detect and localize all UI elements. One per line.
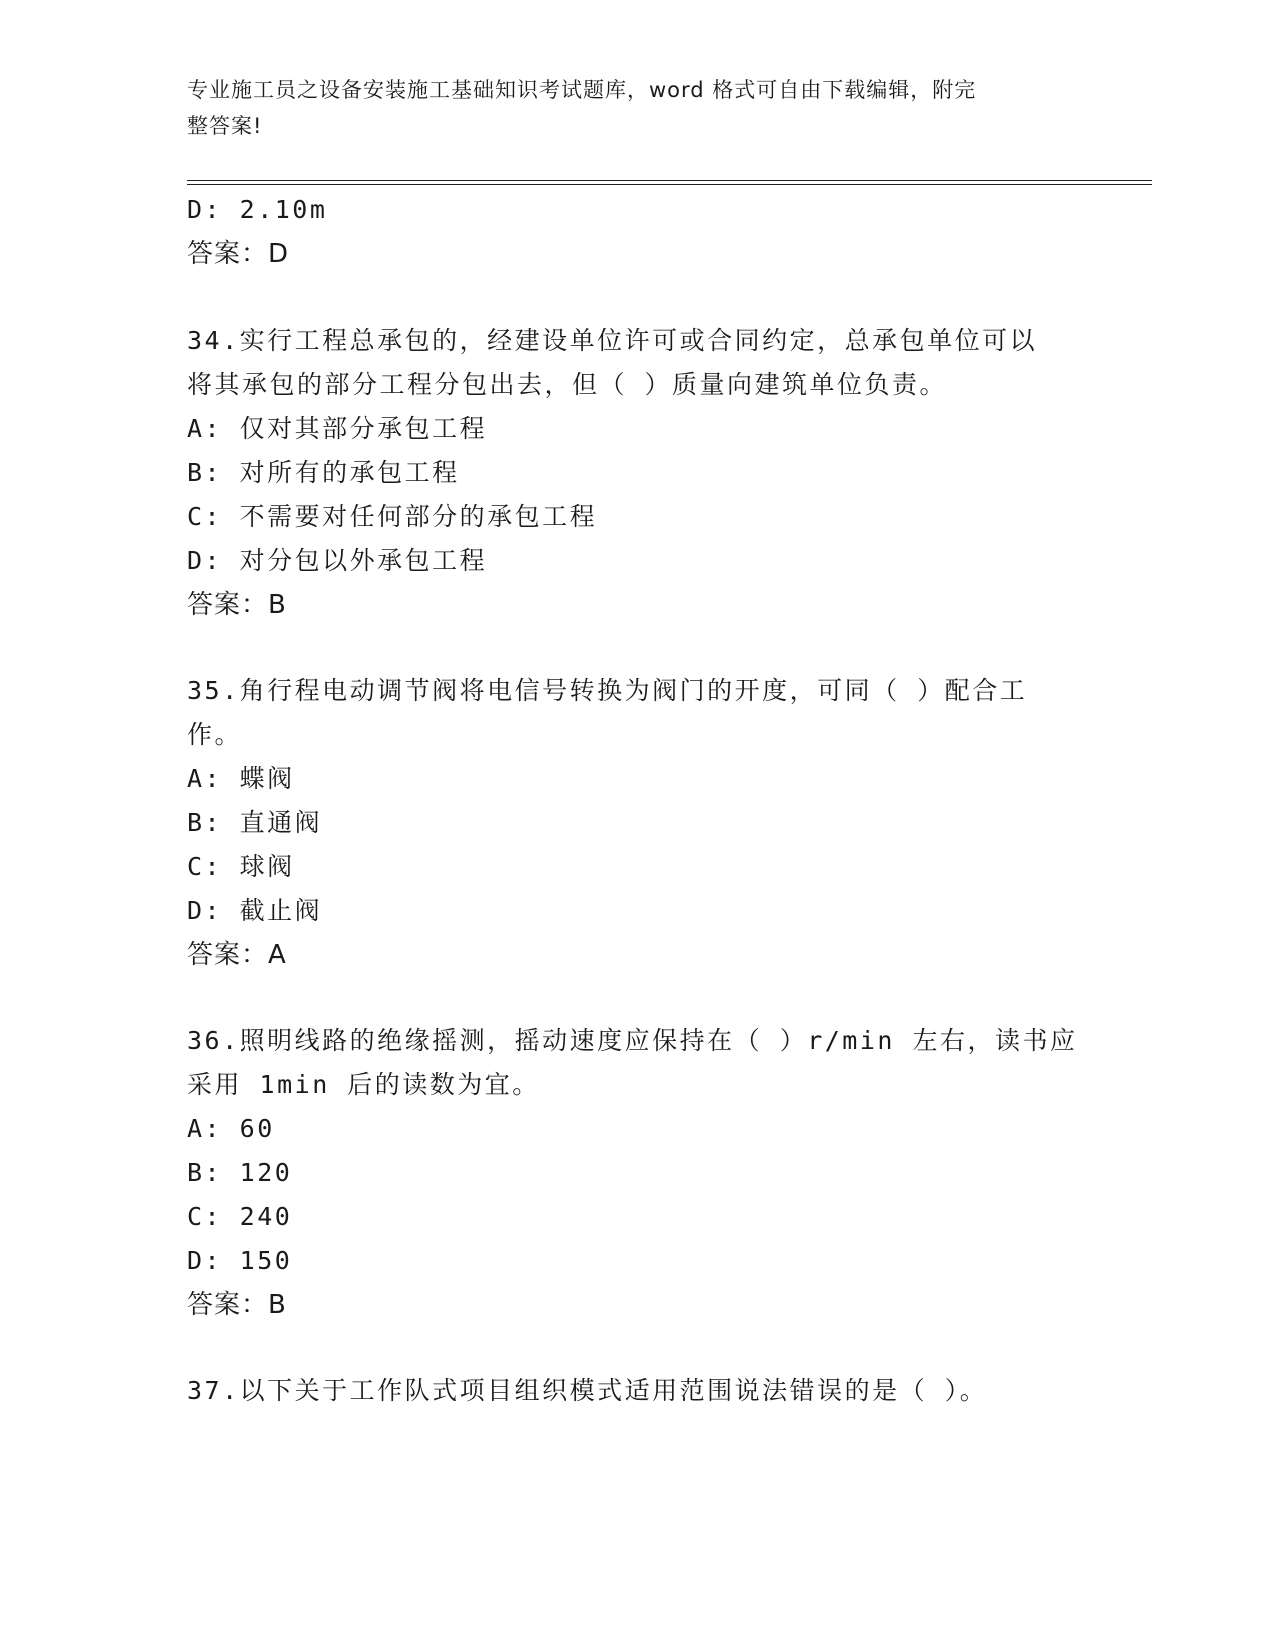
q35-option-a: A: 蝶阀 xyxy=(187,764,295,793)
q34-stem-line-2: 将其承包的部分工程分包出去，但（ ）质量向建筑单位负责。 xyxy=(187,370,948,399)
q36-option-b: B: 120 xyxy=(187,1158,293,1187)
q34-option-c: C: 不需要对任何部分的承包工程 xyxy=(187,502,598,531)
q36-option-a: A: 60 xyxy=(187,1114,275,1143)
document-header xyxy=(187,72,1067,144)
q34-option-a: A: 仅对其部分承包工程 xyxy=(187,414,488,443)
q34-stem-line-1: 34.实行工程总承包的，经建设单位许可或合同约定，总承包单位可以 xyxy=(187,326,1038,355)
q34-option-d: D: 对分包以外承包工程 xyxy=(187,546,488,575)
q36-option-d: D: 150 xyxy=(187,1246,293,1275)
q34-option-b: B: 对所有的承包工程 xyxy=(187,458,460,487)
header-line-2: 整答案! xyxy=(187,114,263,138)
prev-option-d: D: 2.10m xyxy=(187,195,328,224)
q37-stem-line-1: 37.以下关于工作队式项目组织模式适用范围说法错误的是（ ）。 xyxy=(187,1376,988,1405)
q35-option-b: B: 直通阀 xyxy=(187,808,323,837)
q35-option-c: C: 球阀 xyxy=(187,852,295,881)
prev-answer: 答案：D xyxy=(187,239,290,269)
q35-option-d: D: 截止阀 xyxy=(187,896,323,925)
q35-answer: 答案：A xyxy=(187,940,287,970)
q36-answer: 答案：B xyxy=(187,1290,287,1320)
q34-answer: 答案：B xyxy=(187,590,287,620)
q35-stem-line-2: 作。 xyxy=(187,720,243,749)
header-divider-top xyxy=(187,180,1152,181)
header-divider-bottom xyxy=(187,184,1152,185)
q36-stem-line-2: 采用 1min 后的读数为宜。 xyxy=(187,1070,540,1099)
q36-option-c: C: 240 xyxy=(187,1202,293,1231)
q35-stem-line-1: 35.角行程电动调节阀将电信号转换为阀门的开度，可同（ ）配合工 xyxy=(187,676,1028,705)
q36-stem-line-1: 36.照明线路的绝缘摇测，摇动速度应保持在（ ）r/min 左右，读书应 xyxy=(187,1026,1078,1055)
header-line-1: 专业施工员之设备安装施工基础知识考试题库，word 格式可自由下载编辑，附完 xyxy=(187,78,977,102)
